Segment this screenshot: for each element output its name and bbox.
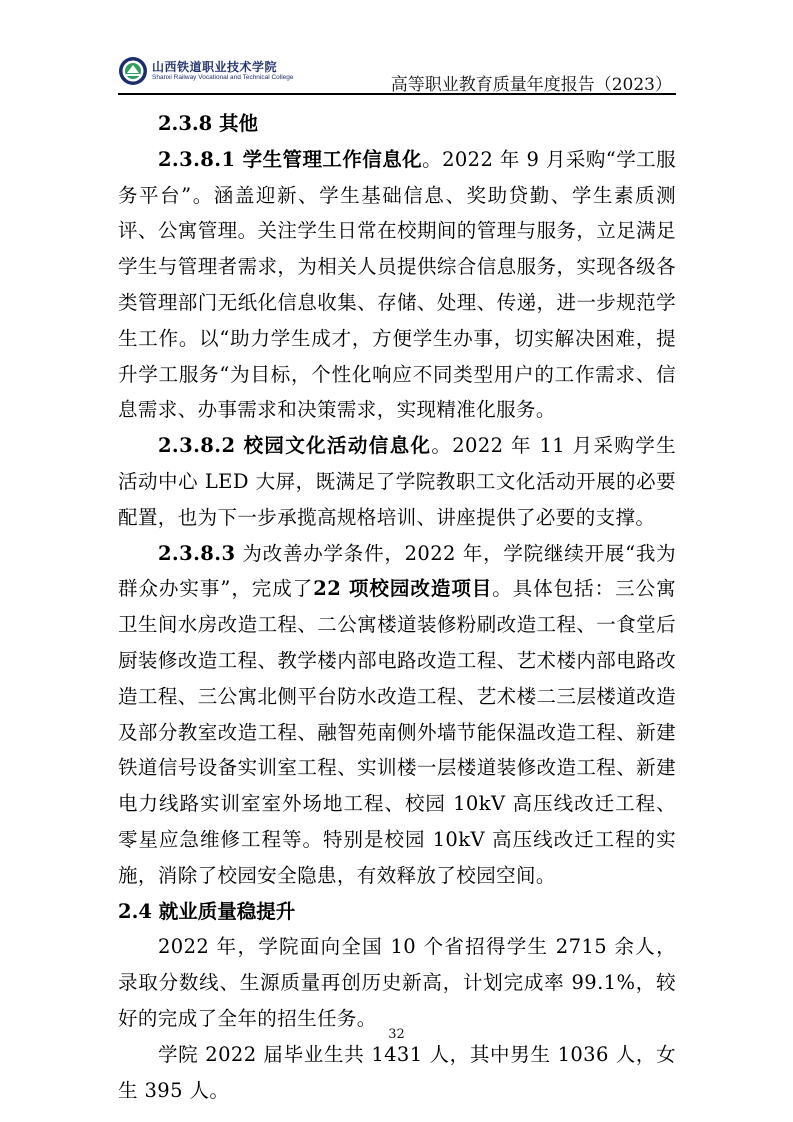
- logo-english-name: Shanxi Railway Vocational and Technical College: [152, 74, 294, 81]
- paragraph-text-2-3-8-3b: 。具体包括：三公寓卫生间水房改造工程、二公寓楼道装修粉刷改造工程、一食堂后厨装修改造工程、教学楼内部电路改造工程、艺术楼内部电路改造工程、三公寓北侧平台防水改造工程、艺术楼二三层楼道改造及部分教室改造工程、融智苑南侧外墙节能保温改造工程、新建铁道信号设备实训室工程、实训楼一层楼道装修改造工程、新建电力线路实训室室外场地工程、校园 10kV 高压线改迁工程、零星应急维修工程等。特别是校园 10kV 高压线改迁工程的实施，消除了校园安全隐患，有效释放了校园空间。: [118, 577, 676, 887]
- page-number: 32: [388, 1027, 405, 1042]
- paragraph-text-2-3-8-1: 。2022 年 9 月采购“学工服务平台”。涵盖迎新、学生基础信息、奖助贷勤、学生素质测评、公寓管理。关注学生日常在校期间的管理与服务，立足满足学生与管理者需求，为相关人员提供综合信息服务，实现各级各类管理部门无纸化信息收集、存储、处理、传递，进一步规范学生工作。以“助力学生成才，方便学生办事，切实解决困难，提升学工服务“为目标，个性化响应不同类型用户的工作需求、信息需求、办事需求和决策需求，实现精准化服务。: [118, 147, 676, 422]
- section-heading-2-4: 2.4 就业质量稳提升: [118, 899, 296, 923]
- paragraph-2-3-8-2: [118, 428, 676, 535]
- paragraph-2-3-8-3: [118, 536, 676, 894]
- college-logo: [118, 56, 294, 86]
- paragraph-2-4-graduates: 学院 2022 届毕业生共 1431 人，其中男生 1036 人，女生 395 人。: [118, 1042, 676, 1102]
- paragraph-2-3-8-1: [118, 142, 676, 428]
- paragraph-text-2-3-8-2: 。2022 年 11 月采购学生活动中心 LED 大屏，既满足了学院教职工文化活动开展的必要配置，也为下一步承揽高规格培训、讲座提供了必要的支撑。: [118, 434, 676, 529]
- report-title: 高等职业教育质量年度报告（2023）: [390, 75, 672, 95]
- college-emblem-icon: [118, 56, 148, 86]
- paragraph-text-2-3-8-3a: 为改善办学条件，2022 年，学院继续开展“我为群众办实事”，完成了: [118, 541, 676, 601]
- section-heading-2-3-8: 2.3.8 其他: [157, 112, 259, 135]
- page-header: [118, 56, 676, 94]
- document-body: [118, 106, 676, 1108]
- subsection-label-2-3-8-3: 2.3.8.3: [157, 541, 236, 565]
- logo-chinese-name: 山西铁道职业技术学院: [152, 60, 278, 74]
- header-rule: [118, 93, 676, 95]
- paragraph-2-4-enrollment: 2022 年，学院面向全国 10 个省招得学生 2715 余人，录取分数线、生源质量再创历史新高，计划完成率 99.1%，较好的完成了全年的招生任务。: [118, 935, 676, 1030]
- subsection-label-2-3-8-1: 2.3.8.1 学生管理工作信息化: [157, 147, 423, 171]
- project-count-highlight: 22 项校园改造项目: [313, 577, 493, 601]
- subsection-label-2-3-8-2: 2.3.8.2 校园文化活动信息化: [157, 434, 432, 458]
